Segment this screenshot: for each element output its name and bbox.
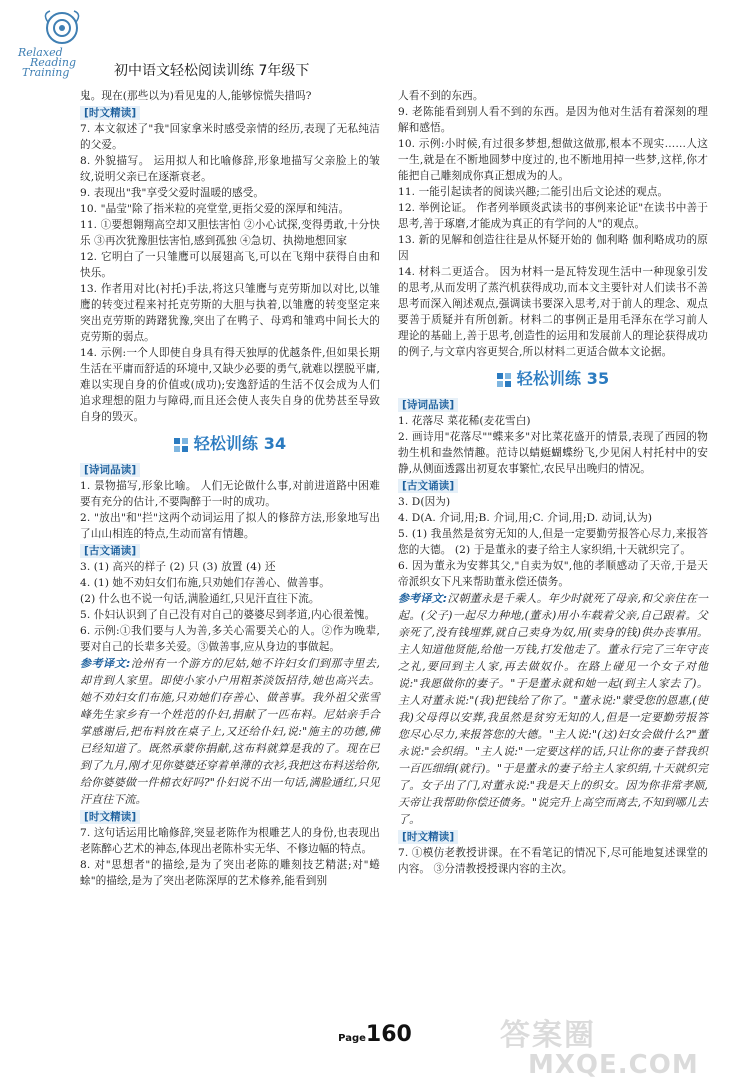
section-label-classical: [ 古文诵读 ]	[398, 479, 458, 493]
logo-text	[18, 48, 114, 78]
answer-item: 7. ①模仿老教授讲课。在不看笔记的情况下,尽可能地复述课堂的内容。 ③分清教授授课内容的主次。	[398, 847, 708, 875]
answer-item: 7. 本文叙述了"我"回家拿米时感受亲情的经历,表现了无私纯洁的父爱。	[80, 123, 380, 151]
page-header	[18, 8, 732, 80]
answer-item: 6. 示例:①我们要与人为善,多关心需要关心的人。②作为晚辈,要对自己的长辈多关爱。③做善事,应从身边的事做起。	[80, 625, 380, 653]
logo-word-2: Reading	[30, 56, 77, 69]
section-label-poetry: [ 诗词品读 ]	[80, 463, 140, 477]
answer-item: 2. "放出"和"拦"这两个动词运用了拟人的修辞方法,形象地写出了山山相连的特点,生动而富有情趣。	[80, 512, 380, 540]
answer-item: 8. 对"思想者"的描绘,是为了突出老陈的雕刻技艺精湛;对"蜷蜍"的描绘,是为了突出老陈深厚的艺术修养,能看到别	[80, 859, 380, 887]
section-label-reading: [ 时文精读 ]	[398, 830, 458, 844]
training-title-34: 轻松训练 34	[193, 434, 287, 453]
answer-item: 11. ①要想翱翔高空却又胆怯害怕 ②小心试探,变得勇敢,十分快乐 ③再次犹豫胆怯害怕,感到孤独 ④急切、执拗地想回家	[80, 219, 380, 247]
answer-item: 11. 一能引起读者的阅读兴趣;二能引出后文论述的观点。	[398, 186, 669, 198]
section-label-poetry: [ 诗词品读 ]	[398, 398, 458, 412]
camera-lens-logo-icon	[40, 8, 84, 48]
answer-item: 9. 老陈能看到别人看不到的东西。是因为他对生活有着深刻的理解和感悟。	[398, 106, 708, 134]
section-label-reading: [ 时文精读 ]	[80, 106, 140, 120]
training-title-35: 轻松训练 35	[516, 369, 610, 388]
answer-item: 1. 景物描写,形象比喻。 人们无论做什么事,对前进道路中困难要有充分的估计,不要陶醉于一时的成功。	[80, 480, 380, 508]
paragraph: 鬼。现在(那些以为)看见鬼的人,能够惊慌失措吗?	[80, 90, 312, 102]
answer-item: 3. (1) 高兴的样子 (2) 只 (3) 放置 (4) 还	[80, 561, 276, 573]
answer-item: 12. 举例论证。 作者列举顾炎武读书的事例来论证"在读书中善于思考,善于琢磨,才能成为真正的有学问的人"的观点。	[398, 202, 708, 230]
heading-square-icon	[497, 373, 511, 387]
logo-word-1: Relaxed	[18, 46, 63, 59]
answer-item: 4. (1) 她不劝妇女们布施,只劝她们存善心、做善事。	[80, 577, 330, 589]
answer-item: 4. D(A. 介词,用;B. 介词,用;C. 介词,用;D. 动词,认为)	[398, 512, 653, 524]
right-column	[398, 88, 708, 877]
answer-item: 5. (1) 我虽然是贫穷无知的人,但是一定要勤劳报答心尽力,来报答您的大德。 (2) 于是董永的妻子给主人家织绢,十天就织完了。	[398, 528, 708, 556]
logo-word-3: Training	[22, 66, 70, 79]
reference-text: 汉朝董永是千乘人。年少时就死了母亲,和父亲住在一起。(父子)一起尽力种地,(董永)用小车载着父亲,自己跟着。父亲死了,没有钱埋葬,就自己卖身为奴,用(卖身的钱)供办丧事用。主人知道他贤能,给他一万钱,打发他走了。董永行完了三年守丧之礼,要回到主人家,再去做奴仆。在路上碰见一个女子对他说:"我愿做你的妻子。"于是董永就和她一起(到主人家去了)。主人对董永说:"(我)把钱给了你了。"董永说:"蒙受您的恩惠,(使我)父母得以安葬,我虽然是贫穷无知的人,但是一定要勤劳报答您尽心尽力,来报答您的大德。"主人说:"(这)妇女会做什么?"董永说:"会织绢。"主人说:"一定要这样的话,只让你的妻子替我织一百匹细绢(就行)。"于是董永的妻子给主人家织绢,十天就织完了。女子出了门,对董永说:"我是天上的织女。因为你非常孝顺,天帝让我帮助你偿还债务。"说完升上高空而离去,不知到哪儿去了。	[398, 592, 708, 826]
answer-item: 9. 表现出"我"享受父爱时温暖的感受。	[80, 187, 265, 199]
answer-item: 13. 新的见解和创造往往是从怀疑开始的 伽利略 伽利略成功的原因	[398, 234, 708, 262]
answer-item: 3. D(因为)	[398, 496, 451, 508]
page-number: 160	[365, 1022, 412, 1047]
answer-item: 14. 示例:一个人即使自身具有得天独厚的优越条件,但如果长期生活在平庸而舒适的环境中,又缺少必要的勇气,就难以摆脱平庸,难以实现自身的价值或(成功);安逸舒适的生活不仅会成为人们追求理想的阻力与障碍,而且还会使人丧失自身的优势甚至导致自身的毁灭。	[80, 347, 380, 423]
answer-item: 7. 这句话运用比喻修辞,突显老陈作为根雕艺人的身份,也表现出老陈醉心艺术的神态,体现出老陈朴实无华、不修边幅的特点。	[80, 827, 380, 855]
left-column	[80, 88, 380, 889]
answer-item: 10. 示例:小时候,有过很多梦想,想做这做那,根本不现实……人这一生,就是在不断地圆梦中度过的,也不断地用掉一些梦,这样,你才能把自己雕刻成你真正想成为的人。	[398, 138, 708, 182]
book-title: 初中语文轻松阅读训练 7年级下	[114, 63, 310, 79]
answer-item: 10. "晶莹"除了指米粒的亮堂堂,更指父爱的深厚和纯洁。	[80, 203, 350, 215]
relaxed-reading-logo	[18, 8, 114, 78]
reference-translation	[80, 655, 380, 808]
reference-text: 沧州有一个游方的尼姑,她不许妇女们到那寺里去,却肯到人家里。即使小家小户用粗茶淡饭招待,她也高兴去。她不劝妇女们布施,只劝她们存善心、做善事。我外祖父张雪峰先生家乡有一个姓范的仆妇,捐献了一匹布料。尼姑亲手合掌感谢后,把布料放在桌子上,又还给仆妇,说:"施主的功德,佛已经知道了。既然承蒙你捐献,这布料就算是我的了。现在已到了九月,刚才见你婆婆还穿着单薄的衣衫,我把这布料送给你,给你婆婆做一件棉衣好吗?"仆妇说不出一句话,满脸通红,只见汗直往下流。	[80, 657, 380, 806]
answer-item: 8. 外貌描写。 运用拟人和比喻修辞,形象地描写父亲脸上的皱纹,说明父亲已在逐渐衰老。	[80, 155, 380, 183]
training-heading-34	[80, 433, 380, 455]
answer-item: (2) 什么也不说一句话,满脸通红,只见汗直往下流。	[80, 593, 320, 605]
watermark-text: 答案圈	[500, 1018, 596, 1053]
watermark-url: MXQE.COM	[528, 1050, 699, 1080]
training-heading-35	[398, 368, 708, 390]
answer-item: 1. 花落尽 菜花稀(麦花雪白)	[398, 415, 531, 427]
heading-square-icon	[174, 438, 188, 452]
paragraph: 人看不到的东西。	[398, 90, 484, 102]
section-label-reading: [ 时文精读 ]	[80, 810, 140, 824]
reference-translation	[398, 590, 708, 828]
answer-item: 5. 仆妇认识到了自己没有对自己的婆婆尽到孝道,内心很羞愧。	[80, 609, 376, 621]
answer-item: 2. 画诗用"花落尽""蝶来多"对比菜花盛开的情景,表现了西园的物勃生机和盎然情趣。范诗以蜻蜓蝴蝶纷飞,少见闲人村托村中的安静,从侧面透露出初夏农事繁忙,农民早出晚归的情况。	[398, 431, 708, 475]
answer-item: 13. 作者用对比(衬托)手法,将这只雏鹰与克劳斯加以对比,以雏鹰的转变过程来衬托克劳斯的大胆与执着,以雏鹰的转变坚定来突出克劳斯的踌躇犹豫,突出了在鸭子、母鸡和雏鸡中间长大的克劳斯的弱点。	[80, 283, 380, 343]
answer-item: 6. 因为董永为安葬其父,"自卖为奴",他的孝顺感动了天帝,于是天帝派织女下凡来帮助董永偿还债务。	[398, 560, 708, 588]
watermark	[500, 1010, 740, 1084]
page-prefix: Page	[338, 1033, 366, 1044]
answer-item: 12. 它明白了一只雏鹰可以展翅高飞,可以在飞翔中获得自由和快乐。	[80, 251, 380, 279]
reference-label: 参考译文:	[80, 657, 131, 670]
section-label-classical: [ 古文诵读 ]	[80, 544, 140, 558]
answer-item: 14. 材料二更适合。 因为材料一是瓦特发现生活中一种现象引发的思考,从而发明了蒸汽机获得成功,而本文主要针对人们读书不善思考而深入阐述观点,强调读书要深入思考,对于前人的理念、观点要善于质疑并有所创新。材料二的事例正是用毛泽东在学习前人理论的基础上,善于思考,创造性的运用和发展前人的理论获得成功的例子,与文章内容更契合,所以材料二更适合做本文论据。	[398, 266, 708, 358]
reference-label: 参考译文:	[398, 592, 448, 605]
